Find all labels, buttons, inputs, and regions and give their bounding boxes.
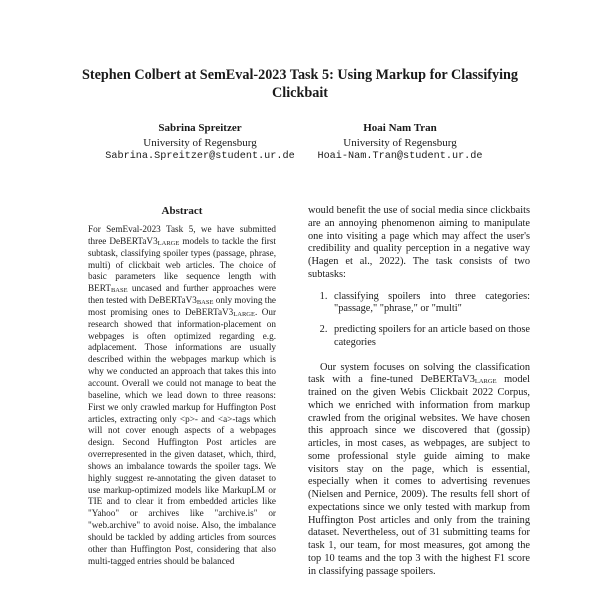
subscript: BASE — [110, 287, 128, 295]
author-affiliation: University of Regensburg — [343, 136, 457, 149]
abstract-segment: . Our research showed that information-placement on webpages is often optimized regarding e.g. adplacement. Those informations are usually described within the webpages markup which is why we conducted an approach that takes this into account. Overall we could not manage to beat the baseline, which we lead down to three reasons: First we only crawled markup for Huffington Post articles, extracting only <p>- and <a>-tags which will not cover enough aspects of a webpages design. Second Huffington Post articles are overrepresented in the given dataset, which, third, shows an imbalance towards the spoiler tags. We highly suggest re-annotating the given dataset to use markup-optimized models like MarkupLM or TIE and to clear it from embedded articles like "Yahoo" or archives like "archive.is" or "web.archive" to avoid noise. Also, the imbalance should be tackled by adding articles from sources other than Huffington Post, considering that also multi-tagged entries should be balanced — [88, 306, 277, 566]
author-email: Sabrina.Spreitzer@student.ur.de — [105, 151, 295, 162]
author-email: Hoai-Nam.Tran@student.ur.de — [317, 151, 483, 162]
subscript: LARGE — [157, 239, 180, 247]
body-segment: Our system focuses on solving the classification task with a fine-tuned DeBERTaV3 — [308, 361, 530, 386]
author-affiliation: University of Regensburg — [143, 136, 257, 149]
author-block — [100, 121, 300, 165]
subscript: LARGE — [233, 310, 255, 318]
list-item: 1. classifying spoilers into three categories: "passage," "phrase," or "multi" — [330, 291, 530, 317]
abstract-segment: only moving the most promising ones to DeBERTaV3 — [88, 295, 276, 317]
abstract-segment: models to tackle the first subtask, classifying spoiler types (passage, phrase, multi) of clickbait web articles. The choice of basic parameters like sequence length with BERT — [88, 235, 276, 294]
abstract-segment: uncased and further approaches were then tested with DeBERTaV3 — [88, 283, 276, 306]
author-block — [300, 121, 500, 165]
list-item: 2. predicting spoilers for an article based on those categories — [330, 324, 530, 350]
author-name: Sabrina Spreitzer — [158, 122, 242, 134]
abstract-text — [88, 224, 276, 567]
body-segment: model trained on the given Webis Clickbait 2022 Corpus, which we enriched with information from markup crawled from the original websites. We have chosen this approach since we discovered that (gossip) articles, in most cases, as webpages, are subject to some professional style guide aiming to make visitors stay on the page, which is essential, especially when it comes to advertising revenues (Nielsen and Pernice, 2009). The results fell short of expectations since we only tested with markup from Huffington Post articles and only from the training dataset. Nevertheless, out of 31 submitting teams for task 1, our team, for most measures, got among the top 10 teams and the top 3 with the highest F1 score in classifying passage spoilers. — [308, 374, 530, 577]
author-name: Hoai Nam Tran — [363, 122, 437, 134]
body-paragraph: would benefit the use of social media since clickbaits are an annoying phenomenon aiming to manipulate one into visiting a page which may affect the user's credibility and quality perception in a negative way (Hagen et al., 2022). The task consists of two subtasks: — [308, 205, 530, 280]
paper-title: Stephen Colbert at SemEval-2023 Task 5: Using Markup for Classifying Clickbait — [81, 67, 519, 101]
subscript: BASE — [196, 299, 214, 307]
abstract-segment: For SemEval-2023 Task 5, we have submitted three DeBERTaV3 — [88, 224, 276, 246]
body-paragraph — [308, 362, 530, 579]
body-column — [308, 205, 530, 578]
abstract-heading: Abstract — [161, 205, 203, 217]
subtask-list — [308, 291, 530, 350]
subscript: LARGE — [474, 378, 497, 386]
